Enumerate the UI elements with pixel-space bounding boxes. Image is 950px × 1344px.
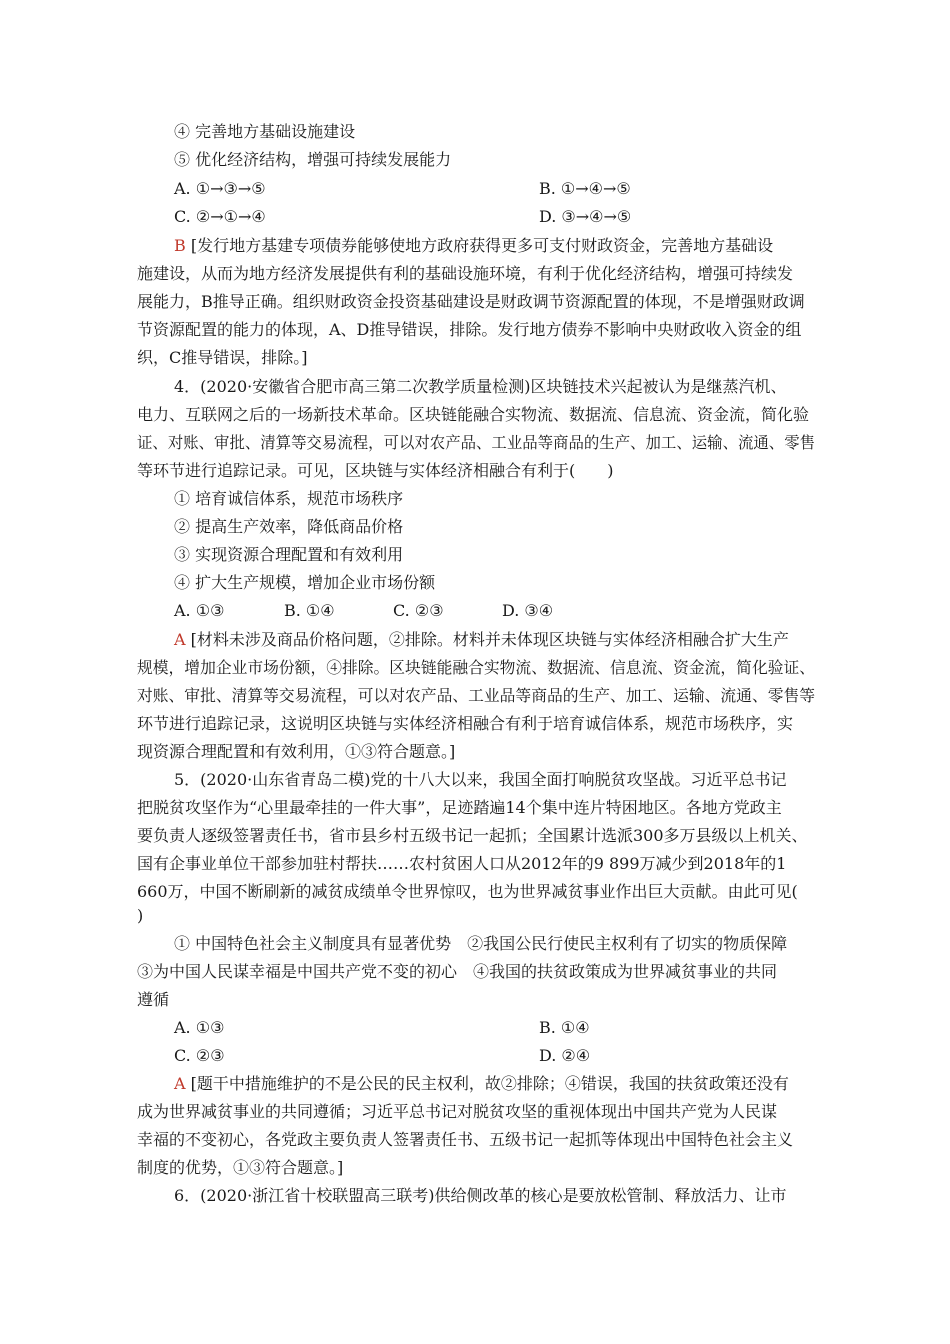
q4-option-a: A. ①③ xyxy=(174,601,225,620)
q5-items-line-2: ③为中国人民谋幸福是中国共产党不变的初心 ④我国的扶贫政策成为世界减贫事业的共同 xyxy=(137,962,778,981)
q3-explanation-line-1: B [发行地方基建专项债券能够使地方政府获得更多可支付财政资金，完善地方基础设 xyxy=(174,236,774,255)
q5-items-line-3: 遵循 xyxy=(137,990,170,1009)
q4-explanation-line-3: 对账、审批、清算等交易流程，可以对农产品、工业品等商品的生产、加工、运输、流通、零售等 xyxy=(137,686,816,705)
q3-option-d: D. ③→④→⑤ xyxy=(539,207,632,226)
q4-explanation-line-2: 规模，增加企业市场份额，④排除。区块链能融合实物流、数据流、信息流、资金流，简化验证、 xyxy=(137,658,816,677)
q4-stem-line-2: 电力、互联网之后的一场新技术革命。区块链能融合实物流、数据流、信息流、资金流，简化验 xyxy=(137,405,810,424)
q4-item-1: ① 培育诚信体系，规范市场秩序 xyxy=(174,489,404,508)
q4-option-d: D. ③④ xyxy=(502,601,554,620)
q4-explanation-line-5: 现资源合理配置和有效利用，①③符合题意。] xyxy=(137,742,456,761)
q3-option-b: B. ①→④→⑤ xyxy=(539,179,631,198)
q4-stem-line-3: 证、对账、审批、清算等交易流程，可以对农产品、工业品等商品的生产、加工、运输、流通、零售 xyxy=(137,433,816,452)
q3-item-4: ④ 完善地方基础设施建设 xyxy=(174,122,356,141)
q4-answer: A xyxy=(174,630,186,649)
q5-stem-line-1: 5．(2020·山东省青岛二模)党的十八大以来，我国全面打响脱贫攻坚战。习近平总书记 xyxy=(174,770,787,789)
q5-stem-line-3: 要负责人逐级签署责任书，省市县乡村五级书记一起抓；全国累计选派300多万县级以上机关、 xyxy=(137,826,808,845)
q4-item-3: ③ 实现资源合理配置和有效利用 xyxy=(174,545,404,564)
q5-option-d: D. ②④ xyxy=(539,1046,591,1065)
q5-option-c: C. ②③ xyxy=(174,1046,225,1065)
q3-explanation-line-3: 展能力，B推导正确。组织财政资金投资基础建设是财政调节资源配置的体现，不是增强财政调 xyxy=(137,292,805,311)
q5-explanation-line-3: 幸福的不变初心，各党政主要负责人签署责任书、五级书记一起抓等体现出中国特色社会主义 xyxy=(137,1130,794,1149)
q3-item-5: ⑤ 优化经济结构，增强可持续发展能力 xyxy=(174,150,452,169)
q5-stem-line-5: 660万，中国不断刷新的减贫成绩单令世界惊叹，也为世界减贫事业作出巨大贡献。由此可见( xyxy=(137,882,798,901)
q5-explanation-line-1: A [题干中措施维护的不是公民的民主权利，故②排除；④错误，我国的扶贫政策还没有 xyxy=(174,1074,789,1093)
q6-stem-line-1: 6．(2020·浙江省十校联盟高三联考)供给侧改革的核心是要放松管制、释放活力、让市 xyxy=(174,1186,787,1205)
q5-stem-line-4: 国有企事业单位干部参加驻村帮扶……农村贫困人口从2012年的9 899万减少到2018年的1 xyxy=(137,854,787,873)
q5-stem-line-6: ) xyxy=(137,906,144,925)
q4-explanation-line-1: A [材料未涉及商品价格问题，②排除。材料并未体现区块链与实体经济相融合扩大生产 xyxy=(174,630,789,649)
q5-answer: A xyxy=(174,1074,186,1093)
q5-option-b: B. ①④ xyxy=(539,1018,590,1037)
q4-item-2: ② 提高生产效率，降低商品价格 xyxy=(174,517,404,536)
q3-answer: B xyxy=(174,236,186,255)
q4-option-b: B. ①④ xyxy=(284,601,335,620)
q5-explanation-line-2: 成为世界减贫事业的共同遵循；习近平总书记对脱贫攻坚的重视体现出中国共产党为人民谋 xyxy=(137,1102,778,1121)
q4-explanation-line-4: 环节进行追踪记录，这说明区块链与实体经济相融合有利于培育诚信体系，规范市场秩序，实 xyxy=(137,714,794,733)
q5-items-line-1: ① 中国特色社会主义制度具有显著优势 ②我国公民行使民主权利有了切实的物质保障 xyxy=(174,934,788,953)
q4-stem-line-4: 等环节进行追踪记录。可见，区块链与实体经济相融合有利于( ) xyxy=(137,461,614,480)
q3-explanation-line-4: 节资源配置的能力的体现，A、D推导错误，排除。发行地方债券不影响中央财政收入资金的组 xyxy=(137,320,802,339)
q5-stem-line-2: 把脱贫攻坚作为“心里最牵挂的一件大事”，足迹踏遍14个集中连片特困地区。各地方党政主 xyxy=(137,798,782,817)
q3-explanation-line-2: 施建设，从而为地方经济发展提供有利的基础设施环境，有利于优化经济结构，增强可持续发 xyxy=(137,264,794,283)
q4-option-c: C. ②③ xyxy=(393,601,444,620)
q3-option-c: C. ②→①→④ xyxy=(174,207,266,226)
q4-stem-line-1: 4．(2020·安徽省合肥市高三第二次教学质量检测)区块链技术兴起被认为是继蒸汽机、 xyxy=(174,377,787,396)
q5-option-a: A. ①③ xyxy=(174,1018,225,1037)
q3-option-a: A. ①→③→⑤ xyxy=(174,179,266,198)
q3-explanation-line-5: 织，C推导错误，排除。] xyxy=(137,348,308,367)
q4-item-4: ④ 扩大生产规模，增加企业市场份额 xyxy=(174,573,436,592)
q5-explanation-line-4: 制度的优势，①③符合题意。] xyxy=(137,1158,344,1177)
